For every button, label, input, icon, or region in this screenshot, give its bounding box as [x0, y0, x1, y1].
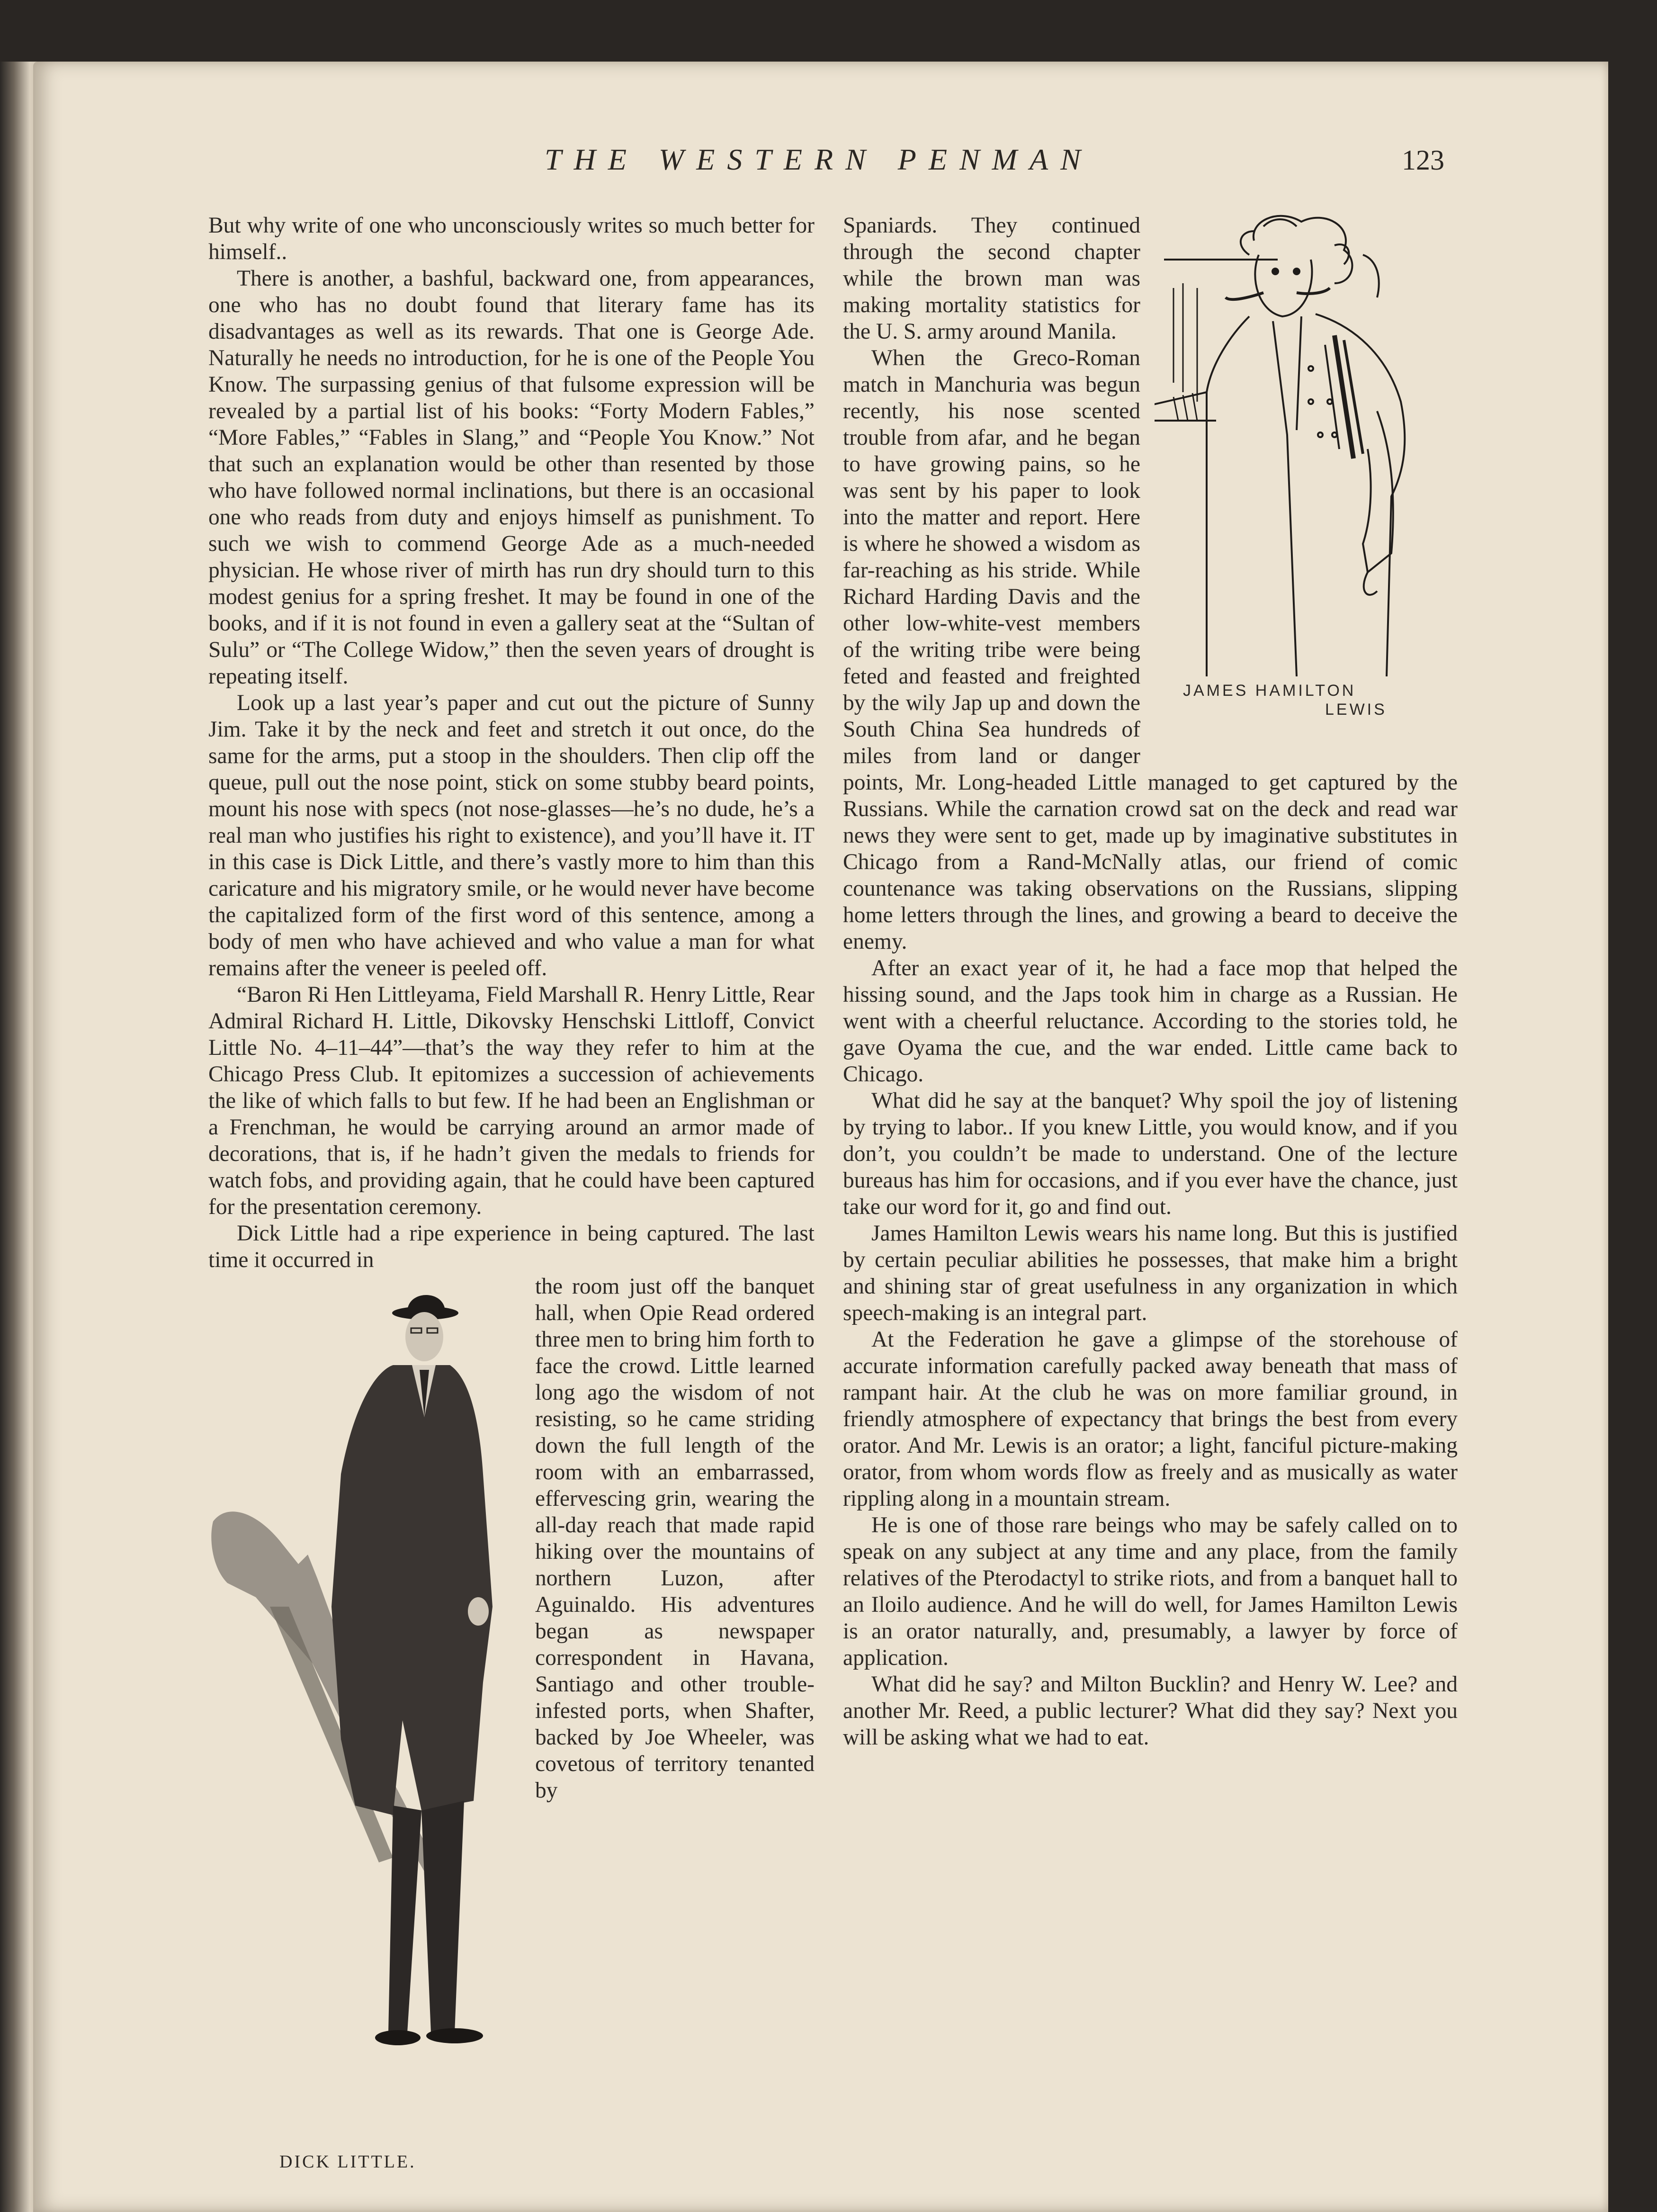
paragraph: At the Federation he gave a glimpse of the storehouse of accurate information carefully packed away beneath that mass of rampant hair. At the club he was on more familiar ground, in friendly atmosphere of expectancy that brings the best from every orator. And Mr. Lewis is an orator; a light, fanciful picture-making orator, from whom words flow as freely and as musically as water rippling along in a mountain stream. [843, 1327, 1458, 1511]
paragraph: Dick Little had a ripe experience in being captured. The last time it occurred in [208, 1221, 815, 1272]
paragraph: But why write of one who unconsciously writes so much better for himself.. [208, 213, 815, 264]
page-number: 123 [1402, 144, 1444, 176]
paragraph: What did he say? and Milton Bucklin? and Henry W. Lee? and another Mr. Reed, a public lecturer? What did they say? Next you will be asking what we had to eat. [843, 1672, 1458, 1750]
paragraph: There is another, a bashful, backward one, from appearances, one who has no doubt found that literary fame has its disadvantages as well as its rewards. That one is George Ade. Naturally he needs no introduction, for he is one of the People You Know. The surpassing genius of that fulsome expression will be revealed by a partial list of his books: “Forty Modern Fables,” “More Fables,” “Fables in Slang,” and “People You Know.” Not that such an explanation would be other than resented by those who have followed normal inclinations, but there is an occasional one who reads from duty and enjoys himself as punishment. To such we wish to commend George Ade as a much-needed physician. He whose river of mirth has run dry should turn to this modest genius for a spring freshet. It may be found in one of the books, and if it is not found in even a gallery seat at the “Sultan of Sulu” or “The College Widow,” then the seven years of drought is repeating itself. [208, 266, 815, 689]
portrait-photo-icon [199, 1275, 521, 2147]
paragraph: Spaniards. They continued through the second chapter while the brown man was making mortality statistics for the U. S. army around Manila. [843, 213, 1140, 344]
paragraph: the room just off the banquet hall, when Opie Read ordered three men to bring him forth to face the crowd. Little learned long ago the wisdom of not resisting, so he came striding down the full length of the room with an embarrassed, effervescing grin, wearing the all-day reach that made rapid hiking over the mountains of northern Luzon, after Aguinaldo. His adventures began as newspaper correspondent in Havana, Santiago and other trouble-infested ports, when Shafter, backed by Joe Wheeler, was covetous of territory tenanted by [535, 1274, 815, 1803]
running-title: THE WESTERN PENMAN [545, 143, 1093, 176]
dick-little-photo [199, 1275, 521, 2175]
paragraph: Look up a last year’s paper and cut out the picture of Sunny Jim. Take it by the neck and feet and stretch it out once, do the same for the arms, put a stoop in the shoulders. Then clip off the queue, pull out the nose point, stick on some stubby beard points, mount his nose with specs (not nose-glasses—he’s no dude, he’s a real man who justifies his right to existence), and you’ll have it. IT in this case is Dick Little, and there’s vastly more to him than this caricature and his migratory smile, or he would never have become the capitalized form of the first word of this sentence, among a body of men who have achieved and who value a man for what remains after the veneer is peeled off. [208, 691, 815, 980]
paragraph: “Baron Ri Hen Littleyama, Field Marshall R. Henry Little, Rear Admiral Richard H. Little, Dikovsky Henschski Littloff, Convict Little No. 4–11–44”—that’s the way they refer to him at the Chicago Press Club. It epitomizes a succession of achievements the like of which falls to but few. If he had been an Englishman or a Frenchman, he would be carrying around an armor made of decorations, that is, if he hadn’t given the medals to friends for watch fobs, and providing again, that he could have been captured for the presentation ceremony. [208, 982, 815, 1219]
paragraph: After an exact year of it, he had a face mop that helped the hissing sound, and the Japs took him in charge as a Russian. He went with a cheerful reluctance. According to the stories told, he gave Oyama the cue, and the war ended. Little came back to Chicago. [843, 956, 1458, 1087]
sketch-caption [1183, 681, 1439, 719]
paragraph: He is one of those rare beings who may be safely called on to speak on any subject at any time and any place, from the family relatives of the Pterodactyl to strike riots, and from a banquet hall to an Iloilo audience. And he will do well, for James Hamilton Lewis is an orator naturally, and, presumably, a lawyer by force of application. [843, 1513, 1458, 1670]
sketch-caption-line2: LEWIS [1325, 701, 1387, 719]
left-column [208, 212, 815, 2172]
james-hamilton-lewis-sketch [1155, 212, 1458, 752]
paragraph: What did he say at the banquet? Why spoil the joy of listening by trying to labor.. If you knew Little, you would know, and if you don’t, you couldn’t be made to understand. One of the lecture bureaus has him for occasions, and if you ever have the chance, just take our word for it, go and find out. [843, 1088, 1458, 1219]
right-column [843, 212, 1458, 2041]
photo-caption: DICK LITTLE. [279, 2152, 416, 2172]
caricature-sketch-icon [1155, 212, 1458, 676]
paragraph: James Hamilton Lewis wears his name long. But this is justified by certain peculiar abilities he possesses, that make him a bright and shining star of great usefulness in any organization in which speech-making is an integral part. [843, 1221, 1458, 1325]
paragraph: When the Greco-Roman match in Manchuria was begun recently, his nose scented trouble from afar, and he began to have growing pains, so he was sent by his paper to look into the matter and report. Here is where he showed a wisdom as far-reaching as his stride. While Richard Harding Davis and the other low-white-vest members of the writing tribe were being feted and feasted and freighted by the wily Jap up and down the South China Sea hundreds of miles from land or danger points, Mr. Long-headed Little managed to get captured by the Russians. While the carnation crowd sat on the deck and read war news they were sent to get, made up by imaginative substitutes in Chicago from a Rand-McNally atlas, our friend of comic countenance was taking observations on the Russians, slipping home letters through the lines, and growing a beard to deceive the enemy. [843, 346, 1458, 954]
sketch-caption-line1: JAMES HAMILTON [1183, 682, 1356, 700]
